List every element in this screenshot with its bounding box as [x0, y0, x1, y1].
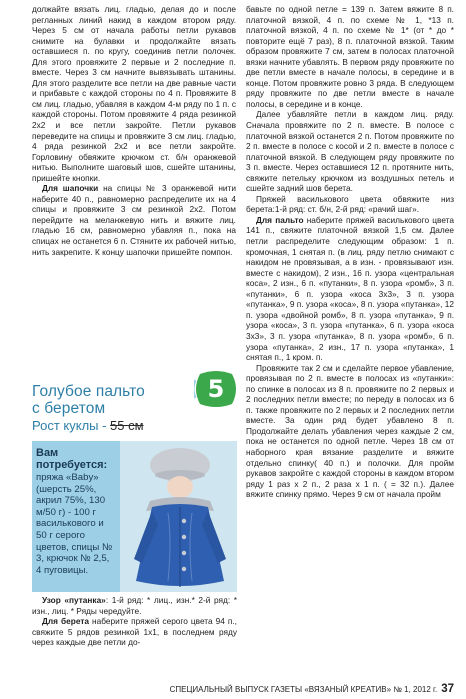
hat-instructions	[32, 183, 236, 257]
hat-heading: Для шапочки	[42, 183, 99, 194]
beret-heading: Для берета	[42, 616, 90, 627]
coat-decrease: Провяжите так 2 см и сделайте первое убавление, провязывая по 2 п. вместе в полосах из «путанки»: по спинке в полосах из 8 п. провяжите по 2 первых и 2 последних петли вместе; по переду в полосах из 6 п. также провяжите по 2 первых и 2 последних петли вместе. За один ряд будет убавлено 8 п. Продолжайте делать убавления через каждые 2 см, пока не останется по одной петле. Через 18 см от наборного края вязание разделите и вяжите отдельно спинку( 40 п.) и полочки. Для пройм рукавов закройте с каждой стороны в каждом втором ряду 1 раз х 2 п., 2 раза х 1 п. ( = 32 п.). Далее вяжите спинку прямо. Через 9 см от начала пройм	[246, 362, 454, 500]
beret-decrease: Далее убавляйте петли в каждом лиц. ряду. Сначала провяжите по 2 п. вместе. В полосе с платочной вязкой останется 2 п. Потом провяжите по 2 п. вместе в полосе с косой и 2 п. вместе в полосе с платочной вязкой. В следующем ряду провяжите по 3 п. вместе. Через оставшиеся 12 п. протяните нить, свяжите петельку крючком из воздушных петель и сшейте задний шов берета.	[246, 109, 454, 194]
doll-size-label: Рост куклы -	[32, 418, 111, 433]
footer-publication: СПЕЦИАЛЬНЫЙ ВЫПУСК ГАЗЕТЫ «ВЯЗАНЫЙ КРЕАТИВ» № 1, 2012 г.	[169, 685, 438, 694]
page-number: 37	[441, 683, 454, 695]
overalls-instructions: должайте вязать лиц. гладью, делая до и после регланных линий накид в каждом втором ряду. Через 5 см от начала работы петли рукавов снимите на булавки и продолжайте вязать оставшиеся п. по кругу, соединив петли полочек. Для этого провяжите 2 первые и 2 последние п. вместе. Через 3 см начните вывязывать штанины. Для этого разделите все петли на две равные части и прибавьте с каждой стороны по 4 п. Провяжите 8 см лиц. гладью, убавляя в каждом 4-м ряду по 1 п. с каждой стороны. Потом провяжите 4 ряда резинкой 2х2 и все петли закройте. Петли рукавов переведите на спицы и провяжите 3 см лиц. гладью, 4 ряда резинкой 2х2 и все петли закройте. Горловину обвяжите крючком ст. б/н оранжевой нитью. Выполните шаговый шов, сшейте штанины, пришейте кнопки.	[32, 4, 236, 183]
doll-size-value: 55 см	[110, 418, 144, 433]
pattern-notes	[32, 595, 237, 648]
hat-text: на спицы № 3 оранжевой нити наберите 40 п., равномерно распределите их на 4 спицы и провяжите 3 см резинкой 2х2. Потом перейдите на меланжевую нить и вяжите лиц. гладью 16 см, равномерно убавляя п., пока на спицах не останется 6 п. Стяните их рабочей нитью, нить закрепите. К концу шапочки пришейте помпон.	[32, 183, 236, 257]
beret-intro	[32, 616, 237, 648]
right-text-column	[246, 4, 454, 500]
puntanka-text: : 1-й ряд: * лиц., изн.* 2-й ряд: * изн., лиц. * Ряды чередуйте.	[32, 595, 237, 616]
page-footer	[142, 683, 454, 695]
doll-coat-photo	[120, 441, 237, 592]
beret-continued: бавьте по одной петле = 139 п. Затем вяжите 8 п. платочной вязкой, 4 п. по схеме № 1, *13 п. платочной вязкой, 4 п. по схеме № 1* (от * до * повторите ещё 7 раз), 8 п. платочной вязкой. Таким образом провяжите 7 см, затем в полосах платочной вязки начните убавлять. В первом ряду провяжите по две петли вместе в начале полосы, в середине и в конце. Потом провяжите ровно 3 ряда. В следующем ряду провяжите по две петли вместе в начале полосы, в середине и в конце.	[246, 4, 454, 109]
section-title-line1: Голубое пальто	[32, 383, 145, 400]
doll-size	[32, 418, 242, 434]
materials-box	[32, 441, 237, 592]
materials-text: пряжа «Baby» (шерсть 25%, акрил 75%, 130 м/50 г) - 100 г василькового и 50 г серого цветов, спицы № 3, крючок № 2,5, 4 пуговицы.	[36, 472, 113, 576]
beret-intro-text: наберите пряжей серого цвета 94 п., свяжите 5 рядов резинкой 1х1, в последнем ряду через каждые две петли до-	[32, 616, 237, 648]
puntanka-heading: Узор «путанка»	[42, 595, 106, 605]
project-number-badge	[194, 370, 238, 408]
puntanka-pattern	[32, 595, 237, 616]
coat-heading: Для пальто	[256, 214, 304, 225]
coat-text: наберите пряжей василькового цвета 141 п., свяжите платочной вязкой 1,5 см. Далее петли распределите следующим образом: 1 п. кромочная, 1 снятая п. (в лиц. ряду петлю снимают с накидом не провязывая, а в изн. - провязывают изн. вместе с накидом), 2 изн., 16 п. узора «центральная коса», 2 изн., 6 п. «путанки», 8 п. узора «ромб», 3 п. «путанки», 6 п. узора «коса 3х3», 3 п. узора «путанка», 9 п. узора «коса», 8 п. узора «путанка», 12 п. узора «двойной ромб», 8 п. узора «путанка», 9 п. узора «коса», 3 п. узора «путанка», 6 п. узора «коса 3х3», 3 п. узора «путанка», 8 п. узора «ромб», 6 п. узора «путанка», 2 изн., 17 п. узора «путанка», 1 снятая п., 1 кром. п.	[246, 214, 454, 363]
coat-illustration	[120, 441, 237, 592]
left-text-column	[32, 4, 236, 257]
project-number: 5	[207, 375, 225, 403]
materials-heading: Вам потребуется:	[36, 447, 108, 471]
beret-edging: Пряжей василькового цвета обвяжите низ берета:1-й ряд: ст. б/н, 2-й ряд: «рачий шаг».	[246, 193, 454, 215]
section-title-line2: с беретом	[32, 400, 106, 417]
coat-instructions	[246, 215, 454, 363]
